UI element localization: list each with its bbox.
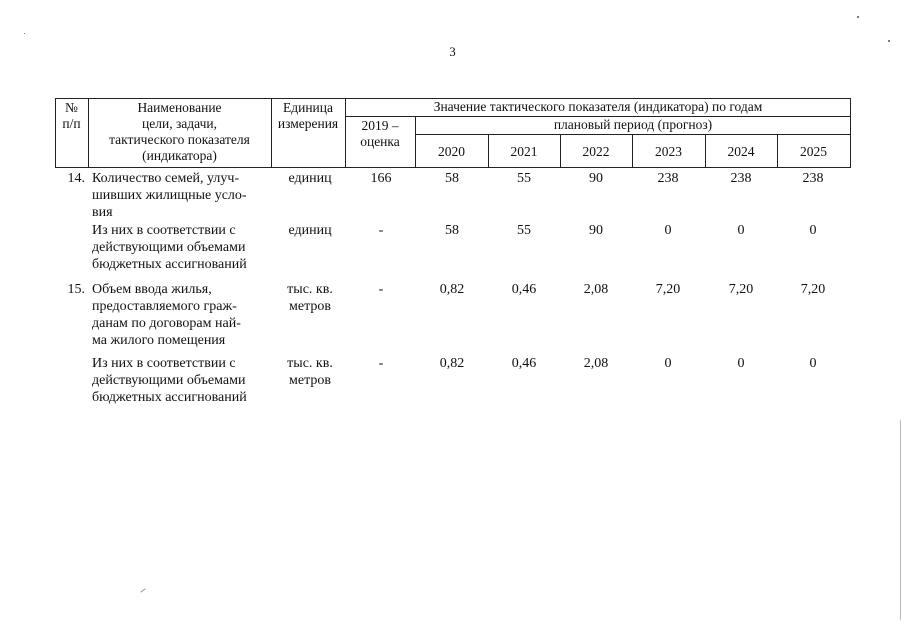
header-year: 2023 bbox=[655, 144, 682, 159]
scan-speck bbox=[24, 33, 25, 34]
value-cell: 238 bbox=[730, 171, 752, 186]
page-number: 3 bbox=[449, 44, 456, 59]
value-cell: 0 bbox=[664, 223, 672, 238]
value-cell: 58 bbox=[445, 171, 459, 186]
header-number: № п/п bbox=[62, 100, 81, 131]
value-cell: 7,20 bbox=[800, 282, 826, 297]
value-cell: 58 bbox=[445, 223, 459, 238]
value-cell: 0 bbox=[737, 223, 745, 238]
value-cell: 2,08 bbox=[583, 282, 609, 297]
value-cell: 0 bbox=[809, 356, 817, 371]
scan-speck bbox=[888, 40, 890, 42]
header-year: 2022 bbox=[582, 144, 610, 159]
header-year: 2024 bbox=[727, 144, 755, 159]
value-cell: 55 bbox=[517, 223, 531, 238]
value-cell: 2,08 bbox=[583, 356, 609, 371]
estimate-cell: - bbox=[378, 223, 384, 238]
value-cell: 238 bbox=[657, 171, 679, 186]
indicator-name: Из них в соответствии с действующими объемами бюджетных ассигнований bbox=[92, 356, 247, 405]
unit-cell: единиц bbox=[288, 223, 332, 238]
value-cell: 0 bbox=[809, 223, 817, 238]
value-cell: 0,46 bbox=[511, 356, 537, 371]
header-year: 2020 bbox=[438, 144, 465, 159]
estimate-cell: 166 bbox=[370, 171, 392, 186]
header-name: Наименование цели, задачи, тактического показателя (индикатора) bbox=[109, 100, 250, 163]
table-header bbox=[55, 98, 851, 168]
value-cell: 0 bbox=[664, 356, 672, 371]
value-cell: 0,82 bbox=[439, 356, 465, 371]
header-year: 2021 bbox=[510, 144, 538, 159]
indicator-name: Из них в соответствии с действующими объемами бюджетных ассигнований bbox=[92, 223, 247, 272]
scan-speck bbox=[857, 16, 859, 18]
value-cell: 0,46 bbox=[511, 282, 537, 297]
estimate-cell: - bbox=[378, 282, 384, 297]
scan-speck bbox=[900, 420, 901, 620]
header-planned-title: плановый период (прогноз) bbox=[553, 117, 713, 132]
unit-cell: единиц bbox=[288, 171, 332, 186]
value-cell: 7,20 bbox=[655, 282, 681, 297]
row-number: 15. bbox=[67, 282, 85, 297]
value-cell: 238 bbox=[802, 171, 824, 186]
value-cell: 0,82 bbox=[439, 282, 465, 297]
value-cell: 55 bbox=[517, 171, 531, 186]
unit-cell: тыс. кв. метров bbox=[287, 282, 333, 314]
unit-cell: тыс. кв. метров bbox=[287, 356, 333, 388]
scan-speck bbox=[140, 588, 145, 592]
indicator-name: Количество семей, улуч- шивших жилищные усло- вия bbox=[92, 171, 247, 220]
value-cell: 0 bbox=[737, 356, 745, 371]
estimate-cell: - bbox=[378, 356, 384, 371]
header-year: 2025 bbox=[800, 144, 827, 159]
value-cell: 90 bbox=[589, 171, 603, 186]
row-number: 14. bbox=[67, 171, 85, 186]
value-cell: 90 bbox=[589, 223, 603, 238]
header-unit: Единица измерения bbox=[277, 100, 339, 131]
value-cell: 7,20 bbox=[728, 282, 754, 297]
header-group-title: Значение тактического показателя (индикатора) по годам bbox=[433, 99, 763, 114]
header-estimate: 2019 – оценка bbox=[360, 118, 400, 149]
indicator-name: Объем ввода жилья, предоставляемого граж- данам по договорам най- ма жилого помещения bbox=[92, 282, 241, 348]
